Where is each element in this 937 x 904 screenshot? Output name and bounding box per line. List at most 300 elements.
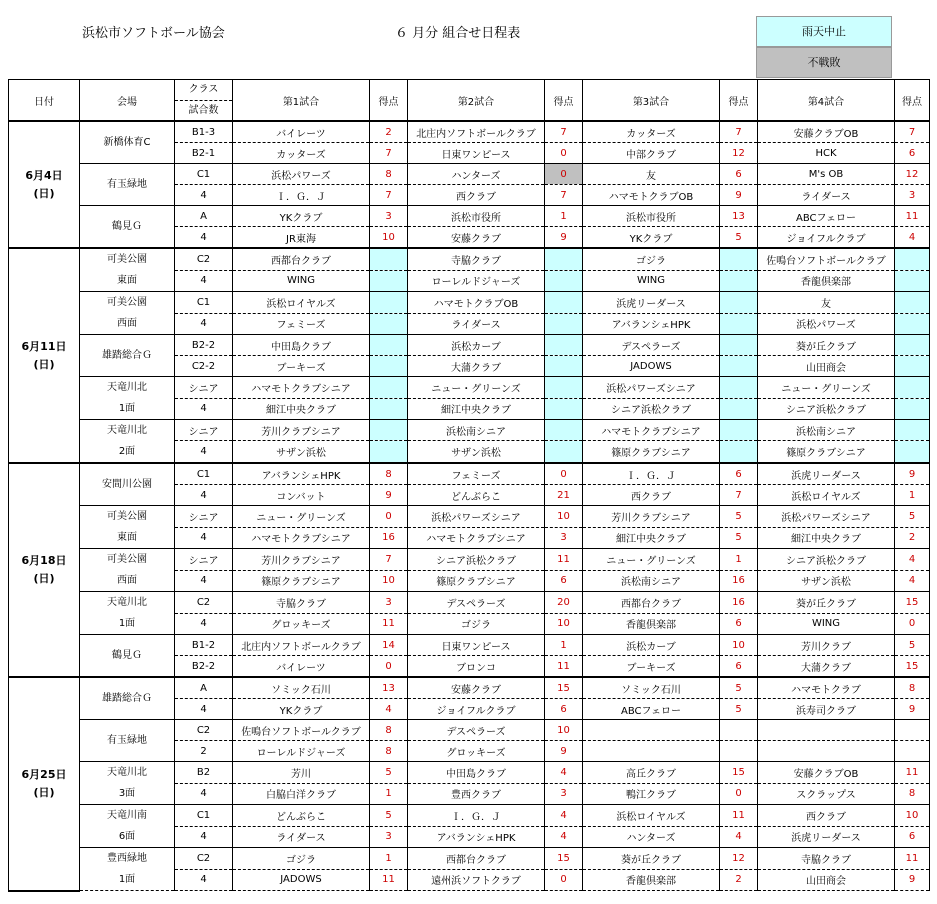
venue-cell: 天竜川北 1面: [80, 377, 175, 420]
match4-score: 2: [895, 527, 930, 549]
match2-team: 浜松市役所: [408, 206, 545, 227]
match1-score: [370, 270, 408, 292]
venue-cell: 天竜川北 3面: [80, 762, 175, 805]
match3-team: 篠原クラブシニア: [583, 441, 720, 463]
col-match1-header: 第1試合: [233, 80, 370, 122]
class-cell: 4: [175, 313, 233, 335]
match4-score: 12: [895, 164, 930, 185]
match4-team: 細江中央クラブ: [758, 527, 895, 549]
match2-score: 6: [545, 570, 583, 592]
match2-team: アバランシェHPK: [408, 826, 545, 848]
match2-score: [545, 248, 583, 270]
venue-cell: 可美公園 東面: [80, 248, 175, 292]
match2-score: 1: [545, 635, 583, 656]
class-cell: 2: [175, 741, 233, 762]
class-cell: 4: [175, 441, 233, 463]
schedule-row: [9, 377, 930, 399]
class-cell: C2: [175, 848, 233, 870]
match2-score: [545, 441, 583, 463]
match3-team: 浜虎リーダース: [583, 292, 720, 314]
match2-team: ブロンコ: [408, 656, 545, 678]
match1-score: 7: [370, 549, 408, 571]
match4-score: [895, 441, 930, 463]
match2-team: ニュー・グリーンズ: [408, 377, 545, 399]
match4-score: 8: [895, 783, 930, 805]
match3-score: [720, 248, 758, 270]
match1-team: バイレーツ: [233, 656, 370, 678]
match2-score: 15: [545, 848, 583, 870]
match1-team: 細江中央クラブ: [233, 398, 370, 420]
match2-score: 4: [545, 762, 583, 784]
match3-team: JADOWS: [583, 356, 720, 377]
match2-score: 10: [545, 613, 583, 635]
venue-cell: 鶴見Ｇ: [80, 635, 175, 678]
schedule-row: [9, 848, 930, 870]
match2-team: 安藤クラブ: [408, 227, 545, 249]
match3-score: 7: [720, 485, 758, 506]
association-name: 浜松市ソフトボール協会: [82, 26, 225, 41]
col-venue-header: 会場: [80, 80, 175, 122]
match1-score: 4: [370, 699, 408, 720]
match3-score: [720, 377, 758, 399]
col-match2-header: 第2試合: [408, 80, 545, 122]
col-score1-header: 得点: [370, 80, 408, 122]
match4-team: 葵が丘クラブ: [758, 592, 895, 614]
venue-cell: 豊西緑地 1面: [80, 848, 175, 891]
match3-score: [720, 270, 758, 292]
match1-team: サザン浜松: [233, 441, 370, 463]
match4-team: 友: [758, 292, 895, 314]
match4-team: 浜虎リーダース: [758, 463, 895, 485]
match1-team: グロッキーズ: [233, 613, 370, 635]
venue-cell: 天竜川北 1面: [80, 592, 175, 635]
venue-cell: 天竜川南 6面: [80, 805, 175, 848]
col-class-header: [175, 80, 233, 122]
match1-score: [370, 292, 408, 314]
match3-team: デスペラーズ: [583, 335, 720, 356]
match1-score: 16: [370, 527, 408, 549]
date-cell: 6月18日 (日): [9, 463, 80, 677]
match3-score: 11: [720, 805, 758, 827]
match2-team: 浜松南シニア: [408, 420, 545, 441]
match1-score: 0: [370, 506, 408, 528]
class-cell: B1-3: [175, 121, 233, 143]
match2-team: ハマモトクラブシニア: [408, 527, 545, 549]
match2-team: 浜松パワーズシニア: [408, 506, 545, 528]
match3-score: [720, 420, 758, 441]
match4-score: [895, 720, 930, 741]
match1-score: 11: [370, 613, 408, 635]
header-row: [9, 80, 930, 122]
col-games-label: 試合数: [188, 105, 219, 116]
schedule-row: [9, 635, 930, 656]
class-cell: C2: [175, 720, 233, 741]
match1-score: 14: [370, 635, 408, 656]
match2-score: 15: [545, 677, 583, 699]
match2-score: 9: [545, 227, 583, 249]
match2-score: [545, 356, 583, 377]
match4-score: 15: [895, 656, 930, 678]
class-cell: C1: [175, 463, 233, 485]
match1-team: 佐鳴台ソフトボールクラブ: [233, 720, 370, 741]
venue-cell: 安間川公園: [80, 463, 175, 506]
match1-score: [370, 335, 408, 356]
match3-team: 浜松パワーズシニア: [583, 377, 720, 399]
match1-team: ブーキーズ: [233, 356, 370, 377]
match1-score: [370, 356, 408, 377]
match1-team: 篠原クラブシニア: [233, 570, 370, 592]
schedule-table: [8, 79, 930, 892]
match4-score: 11: [895, 762, 930, 784]
match4-team: 浜松パワーズ: [758, 313, 895, 335]
match2-score: 3: [545, 783, 583, 805]
match3-score: [720, 292, 758, 314]
match2-team: ローレルドジャーズ: [408, 270, 545, 292]
match3-score: 1: [720, 549, 758, 571]
match2-score: 20: [545, 592, 583, 614]
match1-score: [370, 398, 408, 420]
match1-team: ソミック石川: [233, 677, 370, 699]
venue-cell: 新橋体育C: [80, 121, 175, 164]
match3-team: アバランシェHPK: [583, 313, 720, 335]
match4-team: 香龍倶楽部: [758, 270, 895, 292]
match3-score: 0: [720, 783, 758, 805]
match4-team: 芳川クラブ: [758, 635, 895, 656]
match2-team: ゴジラ: [408, 613, 545, 635]
match2-team: シニア浜松クラブ: [408, 549, 545, 571]
match2-score: [545, 313, 583, 335]
match4-team: ニュー・グリーンズ: [758, 377, 895, 399]
match1-team: YKクラブ: [233, 699, 370, 720]
col-match3-header: 第3試合: [583, 80, 720, 122]
match1-score: 10: [370, 570, 408, 592]
match1-team: YKクラブ: [233, 206, 370, 227]
match2-score: [545, 377, 583, 399]
match4-score: [895, 313, 930, 335]
match2-score: 0: [545, 143, 583, 164]
match4-team: シニア浜松クラブ: [758, 398, 895, 420]
match1-team: ニュー・グリーンズ: [233, 506, 370, 528]
class-cell: 4: [175, 398, 233, 420]
match4-team: スクラップス: [758, 783, 895, 805]
schedule-body: [9, 121, 930, 891]
match2-team: グロッキーズ: [408, 741, 545, 762]
match2-score: 4: [545, 826, 583, 848]
match1-score: 3: [370, 592, 408, 614]
class-cell: C2: [175, 592, 233, 614]
class-cell: 4: [175, 270, 233, 292]
match3-team: [583, 741, 720, 762]
match3-team: 香龍倶楽部: [583, 869, 720, 891]
match1-score: [370, 441, 408, 463]
venue-cell: 可美公園 東面: [80, 506, 175, 549]
match1-team: 中田島クラブ: [233, 335, 370, 356]
match4-score: 6: [895, 143, 930, 164]
match2-team: 日東ワンピース: [408, 143, 545, 164]
col-score3-header: 得点: [720, 80, 758, 122]
class-cell: C2-2: [175, 356, 233, 377]
match2-team: 浜松カーブ: [408, 335, 545, 356]
match4-score: 4: [895, 570, 930, 592]
match4-score: 9: [895, 699, 930, 720]
schedule-row: [9, 420, 930, 441]
match3-score: 5: [720, 527, 758, 549]
match1-score: 10: [370, 227, 408, 249]
match3-score: 12: [720, 143, 758, 164]
match2-team: 西都台クラブ: [408, 848, 545, 870]
match2-team: ジョイフルクラブ: [408, 699, 545, 720]
match4-team: 葵が丘クラブ: [758, 335, 895, 356]
match4-score: 11: [895, 206, 930, 227]
match3-team: WING: [583, 270, 720, 292]
class-cell: B2: [175, 762, 233, 784]
match4-score: [895, 292, 930, 314]
class-cell: 4: [175, 783, 233, 805]
match3-team: ゴジラ: [583, 248, 720, 270]
match4-team: 安藤クラブOB: [758, 762, 895, 784]
schedule-row: [9, 549, 930, 571]
match2-team: 西クラブ: [408, 185, 545, 206]
match4-team: ハマモトクラブ: [758, 677, 895, 699]
match1-team: 寺脇クラブ: [233, 592, 370, 614]
col-score4-header: 得点: [895, 80, 930, 122]
match3-score: 12: [720, 848, 758, 870]
match1-team: ローレルドジャーズ: [233, 741, 370, 762]
match2-score: [545, 420, 583, 441]
match3-score: 9: [720, 185, 758, 206]
schedule-row: [9, 720, 930, 741]
match1-score: 7: [370, 143, 408, 164]
match1-score: 0: [370, 656, 408, 678]
match3-score: 2: [720, 869, 758, 891]
venue-cell: 有玉緑地: [80, 164, 175, 206]
match1-score: 3: [370, 206, 408, 227]
match1-team: 西都台クラブ: [233, 248, 370, 270]
venue-cell: 鶴見Ｇ: [80, 206, 175, 249]
class-cell: A: [175, 677, 233, 699]
match4-score: [895, 356, 930, 377]
match4-team: WING: [758, 613, 895, 635]
match1-score: 8: [370, 463, 408, 485]
match2-team: ハマモトクラブOB: [408, 292, 545, 314]
class-cell: C1: [175, 805, 233, 827]
match4-score: 4: [895, 227, 930, 249]
match2-score: [545, 292, 583, 314]
match2-score: 3: [545, 527, 583, 549]
match4-score: 8: [895, 677, 930, 699]
match1-score: [370, 420, 408, 441]
match3-team: ブーキーズ: [583, 656, 720, 678]
match2-score: 0: [545, 164, 583, 185]
match3-team: 西クラブ: [583, 485, 720, 506]
match1-score: [370, 248, 408, 270]
match1-team: 芳川クラブシニア: [233, 549, 370, 571]
match3-team: 高丘クラブ: [583, 762, 720, 784]
match2-score: 6: [545, 699, 583, 720]
venue-cell: 可美公園 西面: [80, 292, 175, 335]
match3-score: [720, 741, 758, 762]
match4-team: サザン浜松: [758, 570, 895, 592]
class-cell: シニア: [175, 377, 233, 399]
match2-team: 寺脇クラブ: [408, 248, 545, 270]
match3-team: YKクラブ: [583, 227, 720, 249]
match2-team: 大蒲クラブ: [408, 356, 545, 377]
match2-score: [545, 270, 583, 292]
match2-team: 北庄内ソフトボールクラブ: [408, 121, 545, 143]
match1-team: 白脇白洋クラブ: [233, 783, 370, 805]
venue-cell: 天竜川北 2面: [80, 420, 175, 464]
class-cell: 4: [175, 570, 233, 592]
col-match4-header: 第4試合: [758, 80, 895, 122]
match2-team: 細江中央クラブ: [408, 398, 545, 420]
match4-score: 11: [895, 848, 930, 870]
match1-score: 8: [370, 164, 408, 185]
class-cell: C2: [175, 248, 233, 270]
match4-team: ジョイフルクラブ: [758, 227, 895, 249]
match3-team: カッターズ: [583, 121, 720, 143]
match4-score: [895, 420, 930, 441]
legend-forfeit: 不戦敗: [756, 47, 892, 78]
class-cell: シニア: [175, 549, 233, 571]
match1-score: 3: [370, 826, 408, 848]
match3-team: ニュー・グリーンズ: [583, 549, 720, 571]
match4-score: 6: [895, 826, 930, 848]
match2-score: [545, 335, 583, 356]
match2-team: デスペラーズ: [408, 720, 545, 741]
class-cell: B2-2: [175, 335, 233, 356]
venue-cell: 有玉緑地: [80, 720, 175, 762]
match3-team: 浜松カーブ: [583, 635, 720, 656]
match3-score: 13: [720, 206, 758, 227]
match4-team: 寺脇クラブ: [758, 848, 895, 870]
match4-team: 浜松パワーズシニア: [758, 506, 895, 528]
match3-score: [720, 356, 758, 377]
match1-team: 北庄内ソフトボールクラブ: [233, 635, 370, 656]
match2-score: 11: [545, 656, 583, 678]
match4-team: 浜松南シニア: [758, 420, 895, 441]
match4-team: 山田商会: [758, 356, 895, 377]
match4-score: 1: [895, 485, 930, 506]
match3-team: シニア浜松クラブ: [583, 398, 720, 420]
schedule-row: [9, 121, 930, 143]
col-class-label: クラス: [175, 80, 232, 101]
venue-cell: 可美公園 西面: [80, 549, 175, 592]
match1-team: ハマモトクラブシニア: [233, 527, 370, 549]
match2-score: [545, 398, 583, 420]
match4-team: 篠原クラブシニア: [758, 441, 895, 463]
match2-team: フェミーズ: [408, 463, 545, 485]
match1-team: バイレーツ: [233, 121, 370, 143]
match1-team: 浜松ロイヤルズ: [233, 292, 370, 314]
match2-score: 10: [545, 720, 583, 741]
match2-team: デスペラーズ: [408, 592, 545, 614]
match1-team: 芳川クラブシニア: [233, 420, 370, 441]
match3-score: 5: [720, 227, 758, 249]
match2-team: 遠州浜ソフトクラブ: [408, 869, 545, 891]
match3-score: 5: [720, 699, 758, 720]
match3-score: 7: [720, 121, 758, 143]
match2-team: 豊西クラブ: [408, 783, 545, 805]
match1-score: 2: [370, 121, 408, 143]
match1-score: [370, 313, 408, 335]
col-score2-header: 得点: [545, 80, 583, 122]
match3-team: ハンターズ: [583, 826, 720, 848]
match3-team: ハマモトクラブシニア: [583, 420, 720, 441]
match3-score: 4: [720, 826, 758, 848]
match4-score: [895, 398, 930, 420]
match3-score: [720, 720, 758, 741]
schedule-row: [9, 335, 930, 356]
class-cell: 4: [175, 227, 233, 249]
match2-team: Ｉ．Ｇ．Ｊ: [408, 805, 545, 827]
match4-team: 浜寿司クラブ: [758, 699, 895, 720]
match4-score: 10: [895, 805, 930, 827]
match4-score: [895, 248, 930, 270]
match3-team: 芳川クラブシニア: [583, 506, 720, 528]
match3-team: 浜松市役所: [583, 206, 720, 227]
match3-score: 16: [720, 592, 758, 614]
schedule-row: [9, 248, 930, 270]
match3-score: 6: [720, 164, 758, 185]
match3-team: 浜松南シニア: [583, 570, 720, 592]
match4-team: [758, 741, 895, 762]
match4-team: 西クラブ: [758, 805, 895, 827]
match1-score: 1: [370, 783, 408, 805]
match4-score: 7: [895, 121, 930, 143]
match1-team: JR東海: [233, 227, 370, 249]
match1-team: JADOWS: [233, 869, 370, 891]
match4-score: 4: [895, 549, 930, 571]
match1-team: 浜松パワーズ: [233, 164, 370, 185]
schedule-row: [9, 463, 930, 485]
match1-score: 8: [370, 741, 408, 762]
match3-score: 15: [720, 762, 758, 784]
match3-team: Ｉ．Ｇ．Ｊ: [583, 463, 720, 485]
class-cell: 4: [175, 613, 233, 635]
legend-rain-cancelled: 雨天中止: [756, 16, 892, 47]
match3-score: 6: [720, 613, 758, 635]
match1-score: 5: [370, 805, 408, 827]
match2-team: ハンターズ: [408, 164, 545, 185]
match4-score: 3: [895, 185, 930, 206]
match2-score: 4: [545, 805, 583, 827]
schedule-row: [9, 164, 930, 185]
venue-cell: 雄踏総合Ｇ: [80, 335, 175, 377]
match3-score: 6: [720, 463, 758, 485]
match4-team: HCK: [758, 143, 895, 164]
match1-team: ゴジラ: [233, 848, 370, 870]
match4-team: 大蒲クラブ: [758, 656, 895, 678]
match3-team: 西都台クラブ: [583, 592, 720, 614]
match3-team: 友: [583, 164, 720, 185]
match2-team: 日東ワンピース: [408, 635, 545, 656]
match3-team: ABCフェロー: [583, 699, 720, 720]
class-cell: 4: [175, 485, 233, 506]
match2-score: 7: [545, 185, 583, 206]
match1-score: 11: [370, 869, 408, 891]
class-cell: C1: [175, 164, 233, 185]
match2-score: 1: [545, 206, 583, 227]
match2-score: 11: [545, 549, 583, 571]
class-cell: 4: [175, 699, 233, 720]
class-cell: A: [175, 206, 233, 227]
schedule-row: [9, 592, 930, 614]
match4-team: 山田商会: [758, 869, 895, 891]
match2-team: どんぶらこ: [408, 485, 545, 506]
match1-score: 13: [370, 677, 408, 699]
match4-score: [895, 741, 930, 762]
match1-score: [370, 377, 408, 399]
